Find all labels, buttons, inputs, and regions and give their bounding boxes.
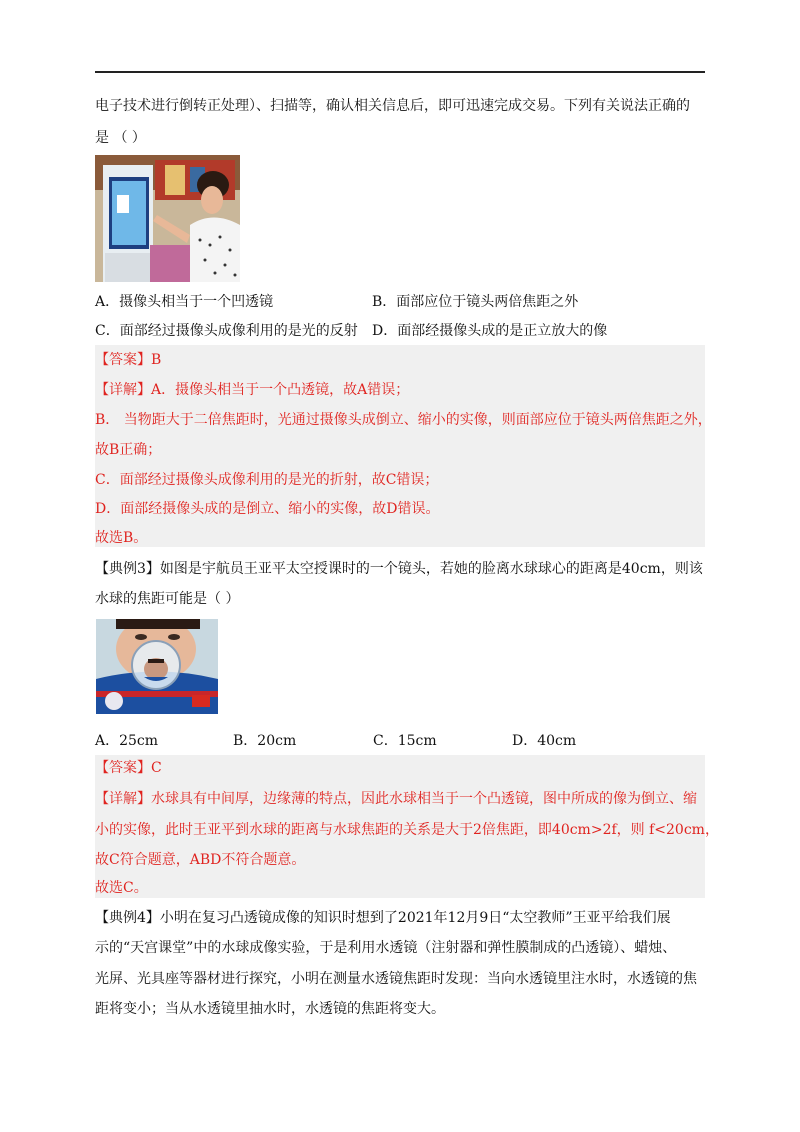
option-d: D．面部经摄像头成的是正立放大的像 (372, 323, 608, 339)
option-c: C．面部经过摄像头成像利用的是光的反射 (95, 323, 358, 339)
question-text-line: 【典例4】小明在复习凸透镜成像的知识时想到了2021年12月9日“太空教师”王亚平给我们展 (95, 910, 671, 926)
question-text-line: 水球的焦距可能是（ ） (95, 591, 240, 607)
answer-label: 【答案】C (95, 760, 162, 776)
detail-line: D．面部经摄像头成的是倒立、缩小的实像，故D错误。 (95, 501, 440, 517)
detail-line: C．面部经过摄像头成像利用的是光的折射，故C错误； (95, 472, 439, 488)
detail-line: 故C符合题意，ABD不符合题意。 (95, 852, 306, 868)
question-text-line: 示的“天宫课堂”中的水球成像实验，于是利用水透镜（注射器和弹性膜制成的凸透镜）、蜡烛、 (95, 940, 677, 956)
detail-line: B． 当物距大于二倍焦距时，光通过摄像头成倒立、缩小的实像，则面部应位于镜头两倍焦距之外， (95, 412, 712, 428)
question-text-line: 是 （ ） (95, 130, 146, 146)
question-text-line: 光屏、光具座等器材进行探究，小明在测量水透镜焦距时发现：当向水透镜里注水时，水透镜的焦 (95, 971, 697, 987)
option-a: A．摄像头相当于一个凹透镜 (95, 294, 274, 310)
detail-label: 【详解】 (95, 382, 151, 398)
option-a: A．25cm (95, 733, 159, 749)
option-b: B．面部应位于镜头两倍焦距之外 (372, 294, 579, 310)
detail-line: 小的实像，此时王亚平到水球的距离与水球焦距的关系是大于2倍焦距，即40cm>2f，则 f<20cm， (95, 822, 719, 838)
detail-label: 【详解】 (95, 791, 151, 807)
question-text-line: 电子技术进行倒转正处理）、扫描等，确认相关信息后，即可迅速完成交易。下列有关说法正确的 (95, 98, 690, 114)
detail-line (95, 789, 697, 809)
header-rule (95, 71, 705, 73)
option-c: C．15cm (373, 733, 437, 749)
conclusion-line: 故选C。 (95, 880, 148, 896)
conclusion-line: 故选B。 (95, 530, 148, 546)
option-b: B．20cm (233, 733, 297, 749)
question-text-line: 【典例3】如图是宇航员王亚平太空授课时的一个镜头，若她的脸离水球球心的距离是40cm，则该 (95, 561, 703, 577)
question-text-line: 距将变小；当从水透镜里抽水时，水透镜的焦距将变大。 (95, 1001, 445, 1017)
face-payment-photo (95, 155, 240, 282)
detail-text: 水球具有中间厚，边缘薄的特点，因此水球相当于一个凸透镜，图中所成的像为倒立、缩 (151, 791, 697, 807)
detail-text: A．摄像头相当于一个凸透镜，故A错误； (151, 382, 410, 398)
detail-line: 故B正确； (95, 442, 162, 458)
detail-line (95, 380, 409, 400)
water-ball-photo (96, 619, 218, 714)
answer-label: 【答案】B (95, 352, 162, 368)
option-d: D．40cm (512, 733, 577, 749)
